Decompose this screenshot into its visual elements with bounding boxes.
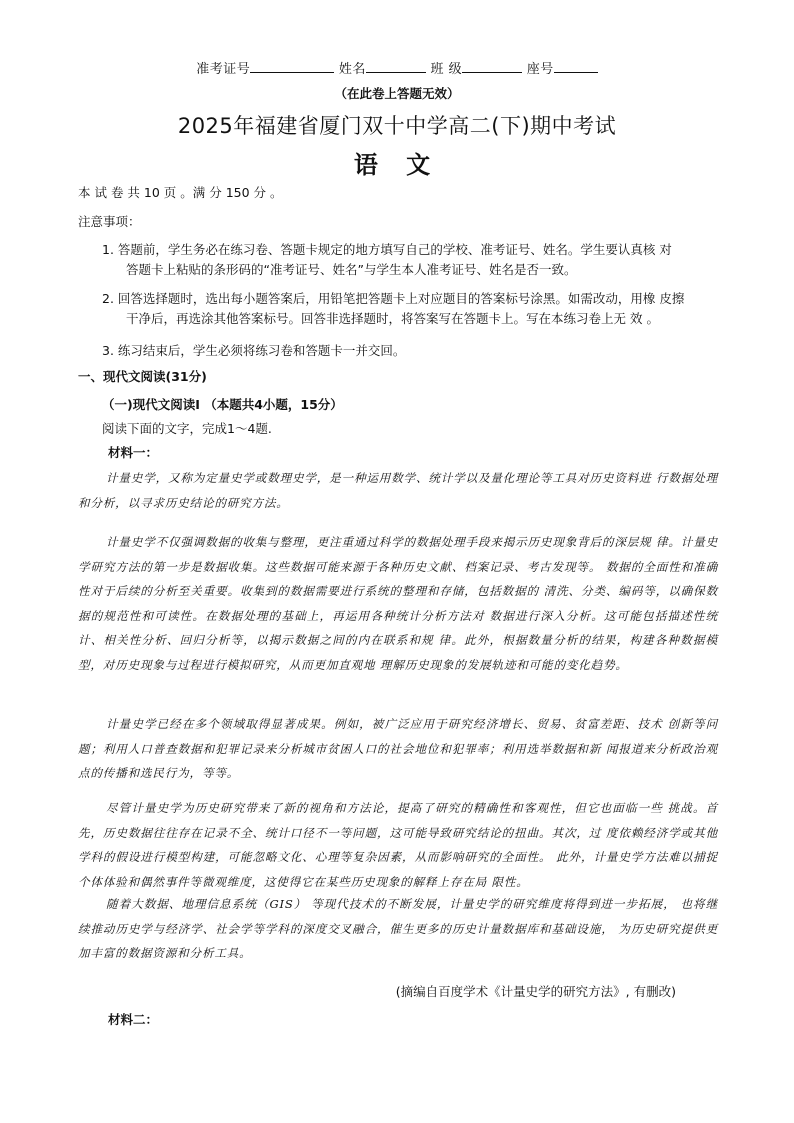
paragraph-5: 随着大数据、地理信息系统（GIS） 等现代技术的不断发展，计量史学的研究维度将得到进一步拓展， 也将继续推动历史学与经济学、社会学等学科的深度交叉融合，催生更多的历史计量数据库和基础设施， 为历史研究提供更加丰富的数据资源和分析工具。 xyxy=(78,897,718,961)
paragraph-3: 计量史学已经在多个领域取得显著成果。例如，被广泛应用于研究经济增长、贸易、贫富差距、技术 创新等问题；利用人口普查数据和犯罪记录来分析城市贫困人口的社会地位和犯罪率；利用选举数据和新 闻报道来分析政治观点的传播和选民行为，等等。 xyxy=(78,717,718,781)
source-citation: (摘编自百度学术《计量史学的研究方法》, 有删改) xyxy=(395,984,676,999)
paragraph-1: 计量史学，又称为定量史学或数理史学，是一种运用数学、统计学以及量化理论等工具对历史资料进 行数据处理和分析，以寻求历史结论的研究方法。 xyxy=(78,471,718,510)
subject-title: 语 文 xyxy=(353,151,441,179)
note-3: 3. 练习结束后，学生必须将练习卷和答题卡一并交回。 xyxy=(102,343,406,358)
section-heading: 一、现代文阅读(31分) xyxy=(78,369,207,384)
reading-instruction: 阅读下面的文字，完成1～4题. xyxy=(102,421,272,436)
seat-label: 座号 xyxy=(526,62,554,77)
note-1-line-1: 1. 答题前，学生务必在练习卷、答题卡规定的地方填写自己的学校、准考证号、姓名。学生要认真核 对 xyxy=(102,242,672,257)
exam-id-blank[interactable] xyxy=(250,60,334,73)
invalid-answer-notice: （在此卷上答题无效） xyxy=(334,86,460,101)
exam-title: 2025年福建省厦门双十中学高二(下)期中考试 xyxy=(177,114,617,138)
notes-heading: 注意事项： xyxy=(78,214,141,229)
name-blank[interactable] xyxy=(366,60,426,73)
material-1-label: 材料一： xyxy=(108,445,159,460)
exam-id-label: 准考证号 xyxy=(196,62,251,77)
name-label: 姓名 xyxy=(338,62,366,77)
note-1-line-2: 答题卡上粘贴的条形码的“准考证号、姓名”与学生本人准考证号、姓名是否一致。 xyxy=(126,262,577,277)
candidate-info-line xyxy=(0,58,794,77)
class-blank[interactable] xyxy=(462,60,522,73)
exam-intro: 本 试 卷 共 10 页 。满 分 150 分 。 xyxy=(78,185,283,200)
paragraph-2: 计量史学不仅强调数据的收集与整理，更注重通过科学的数据处理手段来揭示历史现象背后的深层规 律。计量史学研究方法的第一步是数据收集。这些数据可能来源于各种历史文献、档案记录、考古发现等。 数据的全面性和准确性对于后续的分析至关重要。收集到的数据需要进行系统的整理和存储，包括数据的 清洗、分类、编码等，以确保数据的规范性和可读性。在数据处理的基础上，再运用各种统计分析方法对 数据进行深入分析。这可能包括描述性统计、相关性分析、回归分析等，以揭示数据之间的内在联系和规 律。此外，根据数量分析的结果，构建各种数据模型，对历史现象与过程进行模拟研究，从而更加直观地 理解历史现象的发展轨迹和可能的变化趋势。 xyxy=(78,535,718,672)
note-2-line-2: 干净后，再选涂其他答案标号。回答非选择题时，将答案写在答题卡上。写在本练习卷上无 效 。 xyxy=(126,311,659,326)
section-subheading: （一)现代文阅读I （本题共4小题，15分） xyxy=(102,397,343,412)
note-2-line-1: 2. 回答选择题时，选出每小题答案后，用铅笔把答题卡上对应题目的答案标号涂黑。如需改动，用橡 皮擦 xyxy=(102,291,685,306)
seat-blank[interactable] xyxy=(554,60,598,73)
class-label: 班 级 xyxy=(430,62,463,77)
paragraph-4: 尽管计量史学为历史研究带来了新的视角和方法论，提高了研究的精确性和客观性，但它也面临一些 挑战。首先，历史数据往往存在记录不全、统计口径不一等问题，这可能导致研究结论的扭曲。其次，过 度依赖经济学或其他学科的假设进行模型构建，可能忽略文化、心理等复杂因素，从而影响研究的全面性。 此外，计量史学方法难以捕捉个体体验和偶然事件等微观维度，这使得它在某些历史现象的解释上存在局 限性。 xyxy=(78,801,718,889)
material-2-label: 材料二： xyxy=(108,1012,159,1027)
